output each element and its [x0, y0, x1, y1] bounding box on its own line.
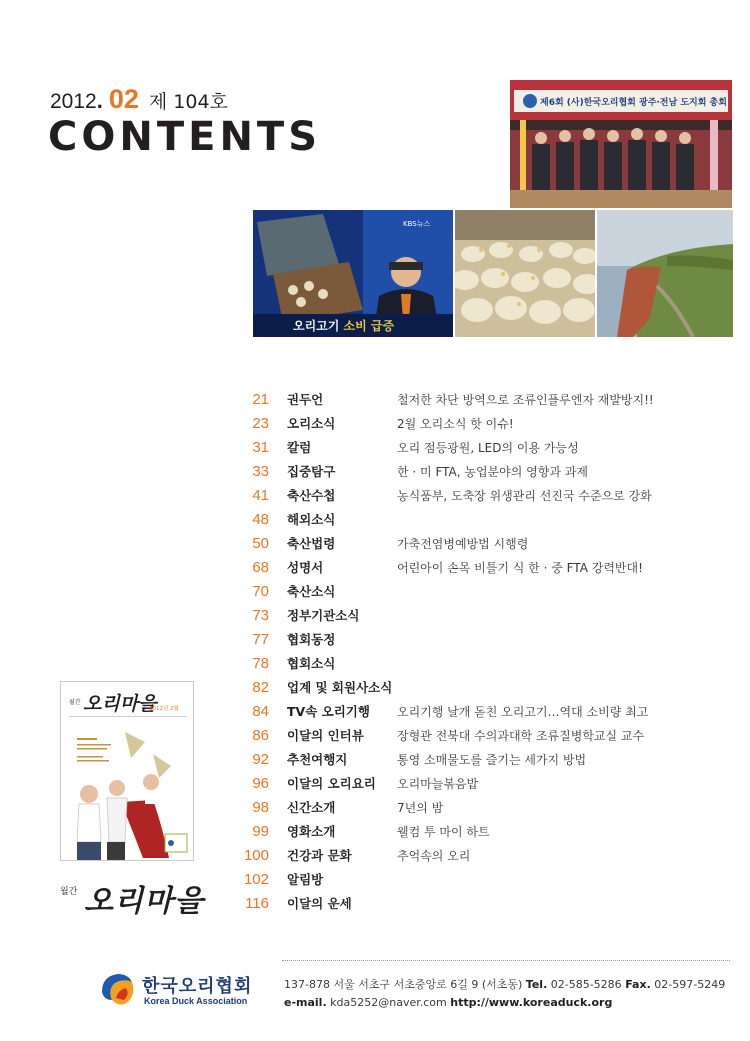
toc-page-number: 102 [243, 870, 269, 888]
tv-news-photo [253, 210, 453, 337]
toc-section-title: 권두언 [287, 392, 324, 407]
toc-section-title: 협회소식 [287, 656, 336, 671]
toc-page-number: 84 [252, 702, 269, 720]
toc-section-title: 정부기관소식 [287, 608, 360, 623]
toc-section-title: 성명서 [287, 560, 324, 575]
tv-caption-highlight: 소비 급증 [343, 319, 395, 333]
toc-row[interactable] [238, 771, 738, 795]
footer-contact [284, 976, 725, 1012]
magazine-cover [60, 681, 194, 861]
toc-section-title: 이달의 운세 [287, 896, 352, 911]
toc-section-title: TV속 오리기행 [287, 704, 370, 719]
toc-row[interactable] [238, 723, 738, 747]
toc-description: 장형관 전북대 수의과대학 조류질병학교실 교수 [397, 728, 645, 743]
toc-section-title: 축산소식 [287, 584, 336, 599]
toc-description: 농식품부, 도축장 위생관리 선진국 수준으로 강화 [397, 488, 652, 503]
toc-section-title: 신간소개 [287, 800, 336, 815]
toc-description: 추억속의 오리 [397, 848, 471, 863]
toc-section-title: 영화소개 [287, 824, 336, 839]
toc-section-title: 알림방 [287, 872, 324, 887]
toc-page-number: 99 [252, 822, 269, 840]
org-name-korean: 한국오리협회 [142, 976, 253, 997]
landscape-photo [597, 210, 733, 337]
toc-page-number: 21 [252, 390, 269, 408]
toc-page-number: 50 [252, 534, 269, 552]
toc-page-number: 82 [252, 678, 269, 696]
brand-monthly-label: 월간 [60, 887, 78, 897]
issue-year: 2012 [50, 90, 97, 113]
toc-section-title: 협회동정 [287, 632, 336, 647]
toc-row[interactable] [238, 795, 738, 819]
ceremony-banner-text: 제6회 (사)한국오리협회 광주·전남 도지회 총회 [540, 98, 727, 108]
toc-section-title: 오리소식 [287, 416, 336, 431]
toc-description: 웰컴 투 마이 하트 [397, 824, 490, 839]
toc-section-title: 집중탐구 [287, 464, 336, 479]
toc-page-number: 31 [252, 438, 269, 456]
toc-page-number: 96 [252, 774, 269, 792]
magazine-brand-logo [60, 874, 204, 922]
toc-row[interactable] [238, 435, 738, 459]
toc-row[interactable] [238, 891, 738, 915]
toc-description: 어린아이 손목 비틀기 식 한 · 중 FTA 강력반대! [397, 560, 643, 575]
toc-description: 철저한 차단 방역으로 조류인플루엔자 재발방지!! [397, 392, 654, 407]
toc-section-title: 축산법령 [287, 536, 336, 551]
footer-line-1 [284, 976, 725, 994]
fax-value: 02-597-5249 [654, 978, 726, 991]
toc-row[interactable] [238, 603, 738, 627]
footer-line-2 [284, 994, 725, 1012]
toc-page-number: 98 [252, 798, 269, 816]
toc-description: 7년의 밤 [397, 800, 444, 815]
toc-row[interactable] [238, 507, 738, 531]
issue-dot: . [96, 88, 103, 113]
toc-section-title: 건강과 문화 [287, 848, 352, 863]
brand-title: 오리마을 [84, 884, 204, 919]
toc-page-number: 78 [252, 654, 269, 672]
toc-page-number: 68 [252, 558, 269, 576]
toc-row[interactable] [238, 699, 738, 723]
page-title: CONTENTS [48, 114, 322, 160]
toc-row[interactable] [238, 867, 738, 891]
toc-description: 오리기행 날개 돋친 오리고기…역대 소비량 최고 [397, 704, 649, 719]
toc-page-number: 92 [252, 750, 269, 768]
email-label: e-mail. [284, 996, 327, 1009]
tv-channel-text: KBS뉴스 [403, 220, 431, 228]
toc-row[interactable] [238, 651, 738, 675]
email-link[interactable]: kda5252@naver.com [330, 996, 447, 1009]
toc-description: 오리마늘볶음밥 [397, 776, 479, 791]
association-logo [98, 970, 268, 1010]
issue-month: 02 [108, 84, 139, 114]
toc-row[interactable] [238, 459, 738, 483]
toc-page-number: 23 [252, 414, 269, 432]
toc-row[interactable] [238, 411, 738, 435]
toc-description: 통영 소매물도를 즐기는 세가지 방법 [397, 752, 587, 767]
toc-page-number: 70 [252, 582, 269, 600]
toc-page-number: 48 [252, 510, 269, 528]
fax-label: Fax. [625, 978, 651, 991]
toc-page-number: 41 [252, 486, 269, 504]
toc-section-title: 이달의 인터뷰 [287, 728, 364, 743]
cover-title: 오리마을 [83, 693, 157, 715]
table-of-contents [238, 387, 738, 915]
toc-page-number: 77 [252, 630, 269, 648]
toc-row[interactable] [238, 819, 738, 843]
toc-description: 오리 점등광원, LED의 이용 가능성 [397, 440, 579, 455]
duck-emblem-icon [98, 970, 138, 1010]
toc-row[interactable] [238, 675, 738, 699]
toc-description: 가축전염병예방법 시행령 [397, 536, 529, 551]
issue-number: 제 104호 [148, 91, 228, 113]
toc-section-title: 업계 및 회원사소식 [287, 680, 393, 695]
toc-row[interactable] [238, 483, 738, 507]
toc-page-number: 33 [252, 462, 269, 480]
tv-caption [293, 318, 395, 333]
toc-description: 2월 오리소식 핫 이슈! [397, 416, 514, 431]
ceremony-photo [510, 80, 732, 208]
tv-caption-prefix: 오리고기 [293, 319, 344, 333]
footer-divider [282, 960, 730, 961]
toc-section-title: 축산수첩 [287, 488, 336, 503]
website-link[interactable]: http://www.koreaduck.org [450, 996, 613, 1009]
toc-page-number: 73 [252, 606, 269, 624]
tel-label: Tel. [525, 978, 548, 991]
toc-row[interactable] [238, 843, 738, 867]
toc-section-title: 해외소식 [287, 512, 336, 527]
toc-page-number: 100 [243, 846, 269, 864]
cover-monthly-label: 월간 [69, 699, 81, 706]
toc-section-title: 추천여행지 [287, 752, 348, 767]
tel-value: 02-585-5286 [550, 978, 622, 991]
toc-row[interactable] [238, 747, 738, 771]
issue-line [50, 84, 228, 114]
toc-row[interactable] [238, 387, 738, 411]
toc-page-number: 86 [252, 726, 269, 744]
cover-issue: 2012년 2월 [149, 706, 179, 712]
toc-section-title: 칼럼 [287, 440, 312, 455]
toc-row[interactable] [238, 579, 738, 603]
ducks-photo [455, 210, 595, 337]
address: 137-878 서울 서초구 서초중앙로 6길 9 (서초동) [284, 978, 523, 991]
toc-row[interactable] [238, 555, 738, 579]
toc-row[interactable] [238, 531, 738, 555]
toc-description: 한 · 미 FTA, 농업분야의 영향과 과제 [397, 464, 588, 479]
org-name-english: Korea Duck Association [144, 996, 248, 1006]
toc-row[interactable] [238, 627, 738, 651]
toc-page-number: 116 [245, 894, 269, 912]
toc-section-title: 이달의 오리요리 [287, 776, 376, 791]
